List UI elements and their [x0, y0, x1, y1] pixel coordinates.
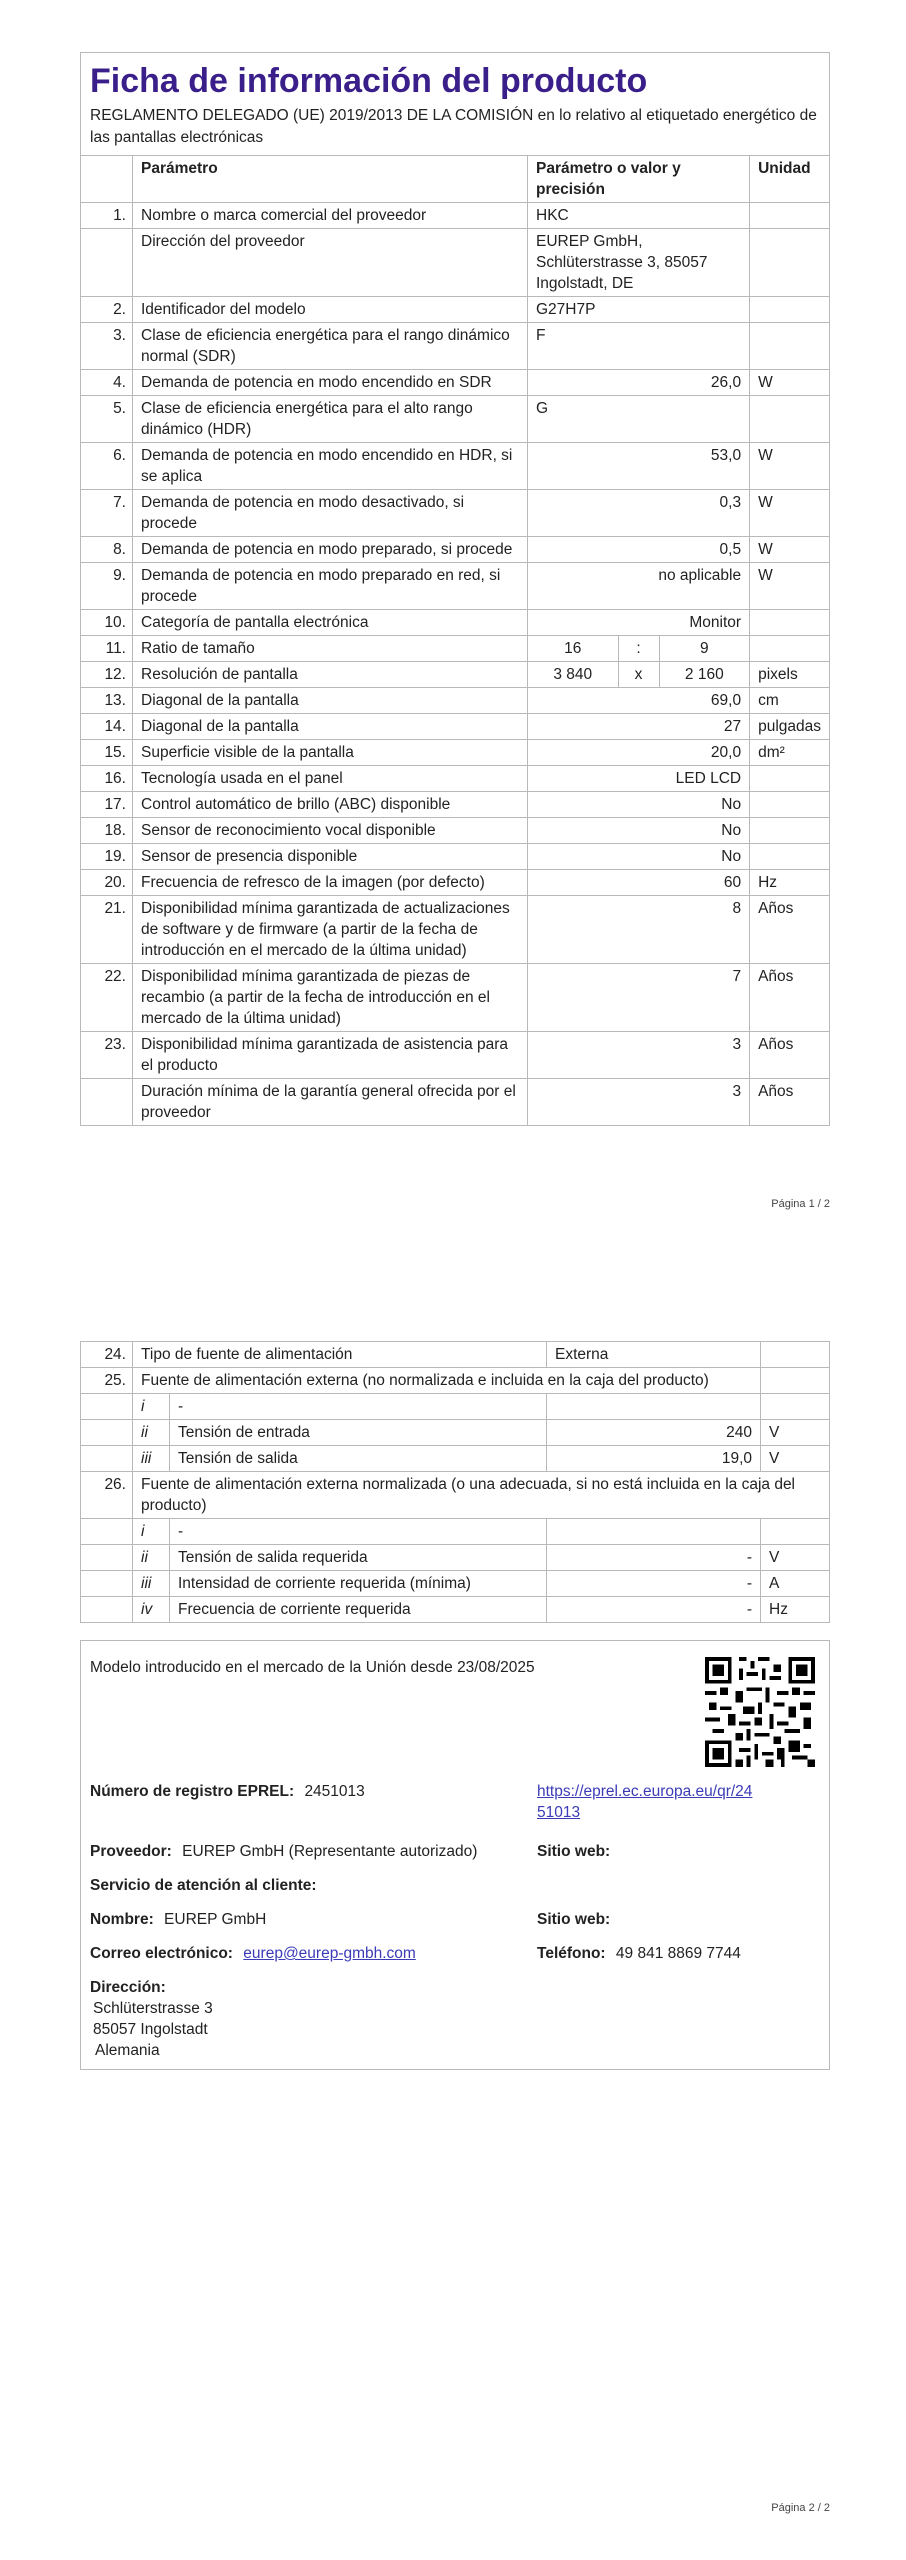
table-row — [81, 1597, 830, 1623]
table-row — [81, 740, 829, 766]
row-param: Demanda de potencia en modo preparado en red, si procede — [133, 563, 528, 610]
table-row — [81, 662, 829, 688]
row-param: Frecuencia de corriente requerida — [170, 1597, 547, 1623]
row-param: Ratio de tamaño — [133, 636, 528, 662]
table-row — [81, 203, 829, 229]
row-num: 10. — [81, 610, 133, 636]
row-unit — [750, 396, 829, 443]
table-row — [81, 714, 829, 740]
row-value: - — [547, 1545, 761, 1571]
row-num: 7. — [81, 490, 133, 537]
row-unit: dm² — [750, 740, 829, 766]
row-param: Resolución de pantalla — [133, 662, 528, 688]
row-value-sep: x — [618, 662, 659, 688]
row-param: Demanda de potencia en modo desactivado, si procede — [133, 490, 528, 537]
row-num: 22. — [81, 964, 133, 1032]
row-param: Diagonal de la pantalla — [133, 714, 528, 740]
table-row — [81, 1545, 830, 1571]
row-value — [547, 1394, 761, 1420]
sub-index: iii — [133, 1571, 170, 1597]
supplier-info-box — [80, 1640, 830, 2070]
row-param: Identificador del modelo — [133, 297, 528, 323]
row-param: Frecuencia de refresco de la imagen (por defecto) — [133, 870, 528, 896]
customer-service-label: Servicio de atención al cliente: — [90, 1877, 317, 1894]
address-label: Dirección: — [90, 1979, 166, 1996]
row-unit — [750, 636, 829, 662]
row-num: 13. — [81, 688, 133, 714]
email-link[interactable]: eurep@eurep-gmbh.com — [243, 1945, 416, 1962]
table-row — [81, 1571, 830, 1597]
row-unit — [761, 1342, 830, 1368]
row-num — [81, 1571, 133, 1597]
table-row — [81, 870, 829, 896]
row-num: 25. — [81, 1368, 133, 1394]
table-row — [81, 297, 829, 323]
row-value: - — [547, 1571, 761, 1597]
row-unit — [750, 297, 829, 323]
row-param: Tensión de salida requerida — [170, 1545, 547, 1571]
row-value: 27 — [528, 714, 750, 740]
row-num — [81, 1420, 133, 1446]
eprel-value: 2451013 — [304, 1783, 365, 1800]
row-value: - — [547, 1597, 761, 1623]
row-num: 16. — [81, 766, 133, 792]
power-supply-table — [80, 1341, 830, 1623]
eprel-link-line2[interactable]: 51013 — [537, 1804, 581, 1821]
row-value — [547, 1519, 761, 1545]
row-unit — [750, 792, 829, 818]
row-unit: W — [750, 537, 829, 563]
row-num: 15. — [81, 740, 133, 766]
row-value-b: 2 160 — [659, 662, 750, 688]
row-value: 0,3 — [528, 490, 750, 537]
email-row — [90, 1943, 416, 1964]
row-unit: V — [761, 1545, 830, 1571]
row-value: G — [528, 396, 750, 443]
row-param: Categoría de pantalla electrónica — [133, 610, 528, 636]
row-value: 3 — [528, 1079, 750, 1126]
row-unit — [750, 323, 829, 370]
row-num: 21. — [81, 896, 133, 964]
row-unit: Hz — [750, 870, 829, 896]
header-num-cell — [81, 156, 133, 203]
table-row — [81, 766, 829, 792]
row-value: 60 — [528, 870, 750, 896]
row-param: Intensidad de corriente requerida (mínima) — [170, 1571, 547, 1597]
table-row — [81, 1368, 830, 1394]
eprel-link-line1[interactable]: https://eprel.ec.europa.eu/qr/24 — [537, 1783, 753, 1800]
row-value: 19,0 — [547, 1446, 761, 1472]
row-unit — [750, 610, 829, 636]
row-value: LED LCD — [528, 766, 750, 792]
address-line-3: Alemania — [95, 2042, 160, 2059]
row-unit: Hz — [761, 1597, 830, 1623]
address-line-1: Schlüterstrasse 3 — [93, 2000, 213, 2017]
sheet-header — [81, 53, 829, 156]
supplier-row — [90, 1841, 477, 1862]
table-row — [81, 688, 829, 714]
row-value: 240 — [547, 1420, 761, 1446]
row-value: Externa — [547, 1342, 761, 1368]
row-value: 69,0 — [528, 688, 750, 714]
row-value: 8 — [528, 896, 750, 964]
page-number-2: Página 2 / 2 — [771, 2502, 830, 2514]
row-value: No — [528, 818, 750, 844]
row-num: 17. — [81, 792, 133, 818]
eprel-label: Número de registro EPREL: — [90, 1783, 295, 1800]
phone-label: Teléfono: — [537, 1945, 606, 1962]
table-row — [81, 896, 829, 964]
row-num: 23. — [81, 1032, 133, 1079]
row-value: no aplicable — [528, 563, 750, 610]
sub-index: i — [133, 1519, 170, 1545]
sub-index: iv — [133, 1597, 170, 1623]
row-num — [81, 1394, 133, 1420]
row-unit: Años — [750, 1032, 829, 1079]
row-unit — [750, 844, 829, 870]
table-row — [81, 844, 829, 870]
row-param: Tecnología usada en el panel — [133, 766, 528, 792]
supplier-label: Proveedor: — [90, 1843, 172, 1860]
website-label: Sitio web: — [537, 1843, 611, 1860]
row-unit: V — [761, 1420, 830, 1446]
row-num: 3. — [81, 323, 133, 370]
row-unit: cm — [750, 688, 829, 714]
header-unit: Unidad — [750, 156, 829, 203]
row-num: 24. — [81, 1342, 133, 1368]
table-row — [81, 443, 829, 490]
eprel-link[interactable] — [537, 1781, 752, 1823]
row-param: Tensión de entrada — [170, 1420, 547, 1446]
row-param: Disponibilidad mínima garantizada de piezas de recambio (a partir de la fecha de introducción en el mercado de la última unidad) — [133, 964, 528, 1032]
address-line-2: 85057 Ingolstadt — [93, 2021, 208, 2038]
row-value: HKC — [528, 203, 750, 229]
row-value-b: 9 — [659, 636, 750, 662]
row-num: 11. — [81, 636, 133, 662]
table-row — [81, 229, 829, 297]
row-num: 26. — [81, 1472, 133, 1519]
row-unit — [750, 229, 829, 297]
row-unit — [761, 1394, 830, 1420]
header-param: Parámetro — [133, 156, 528, 203]
row-value: 20,0 — [528, 740, 750, 766]
row-param: Duración mínima de la garantía general ofrecida por el proveedor — [133, 1079, 528, 1126]
row-value: G27H7P — [528, 297, 750, 323]
row-unit — [761, 1519, 830, 1545]
row-unit: Años — [750, 964, 829, 1032]
supplier-value: EUREP GmbH (Representante autorizado) — [182, 1843, 478, 1860]
row-param: Fuente de alimentación externa normalizada (o una adecuada, si no está incluida en la caja del producto) — [133, 1472, 830, 1519]
sub-index: ii — [133, 1545, 170, 1571]
product-info-sheet — [80, 52, 830, 1126]
row-num — [81, 1079, 133, 1126]
row-value: Monitor — [528, 610, 750, 636]
row-unit — [750, 818, 829, 844]
table-row — [81, 1394, 830, 1420]
name-value: EUREP GmbH — [164, 1911, 267, 1928]
table-row — [81, 396, 829, 443]
row-param: Sensor de presencia disponible — [133, 844, 528, 870]
row-value: No — [528, 844, 750, 870]
row-unit: W — [750, 490, 829, 537]
row-param: Control automático de brillo (ABC) disponible — [133, 792, 528, 818]
table-row — [81, 323, 829, 370]
table-row — [81, 818, 829, 844]
row-value: F — [528, 323, 750, 370]
row-unit: V — [761, 1446, 830, 1472]
row-value: 26,0 — [528, 370, 750, 396]
table-row — [81, 1032, 829, 1079]
row-param: Demanda de potencia en modo encendido en HDR, si se aplica — [133, 443, 528, 490]
row-num — [81, 1597, 133, 1623]
row-num: 8. — [81, 537, 133, 563]
row-value-sep: : — [618, 636, 659, 662]
row-param: Sensor de reconocimiento vocal disponible — [133, 818, 528, 844]
spec-table — [81, 156, 829, 1125]
row-param: Superficie visible de la pantalla — [133, 740, 528, 766]
row-param: Demanda de potencia en modo preparado, si procede — [133, 537, 528, 563]
row-param: Dirección del proveedor — [133, 229, 528, 297]
table-row — [81, 792, 829, 818]
phone-value: 49 841 8869 7744 — [615, 1945, 741, 1962]
row-num: 19. — [81, 844, 133, 870]
qr-code-icon[interactable] — [705, 1657, 815, 1767]
row-num: 2. — [81, 297, 133, 323]
table-header-row — [81, 156, 829, 203]
row-value: 53,0 — [528, 443, 750, 490]
row-num: 1. — [81, 203, 133, 229]
row-unit: W — [750, 443, 829, 490]
page-number-1: Página 1 / 2 — [771, 1198, 830, 1210]
table-row — [81, 490, 829, 537]
row-num: 4. — [81, 370, 133, 396]
row-param: - — [170, 1394, 547, 1420]
table-row — [81, 610, 829, 636]
row-unit: Años — [750, 1079, 829, 1126]
row-param: Demanda de potencia en modo encendido en SDR — [133, 370, 528, 396]
row-num: 5. — [81, 396, 133, 443]
row-param: Fuente de alimentación externa (no normalizada e incluida en la caja del producto) — [133, 1368, 761, 1394]
row-param: Tipo de fuente de alimentación — [133, 1342, 547, 1368]
page-title: Ficha de información del producto — [90, 62, 648, 100]
row-value: 7 — [528, 964, 750, 1032]
table-row — [81, 964, 829, 1032]
name-label: Nombre: — [90, 1911, 154, 1928]
table-row — [81, 636, 829, 662]
row-value: 0,5 — [528, 537, 750, 563]
row-num — [81, 1519, 133, 1545]
table-row — [81, 1472, 830, 1519]
row-value: No — [528, 792, 750, 818]
table-row — [81, 1420, 830, 1446]
row-unit — [750, 203, 829, 229]
eprel-row — [90, 1781, 365, 1802]
sub-index: iii — [133, 1446, 170, 1472]
market-date: Modelo introducido en el mercado de la Unión desde 23/08/2025 — [90, 1659, 535, 1676]
row-num: 6. — [81, 443, 133, 490]
row-unit: pulgadas — [750, 714, 829, 740]
row-param: Clase de eficiencia energética para el rango dinámico normal (SDR) — [133, 323, 528, 370]
row-num — [81, 1545, 133, 1571]
table-row — [81, 1519, 830, 1545]
table-row — [81, 563, 829, 610]
phone-row — [537, 1943, 741, 1964]
row-unit: W — [750, 563, 829, 610]
row-num: 18. — [81, 818, 133, 844]
row-param: Disponibilidad mínima garantizada de asistencia para el producto — [133, 1032, 528, 1079]
row-unit: W — [750, 370, 829, 396]
header-value: Parámetro o valor y precisión — [528, 156, 750, 203]
row-num: 12. — [81, 662, 133, 688]
row-param: Disponibilidad mínima garantizada de actualizaciones de software y de firmware (a partir de la fecha de introducción en el mercado de la última unidad) — [133, 896, 528, 964]
row-param: Clase de eficiencia energética para el alto rango dinámico (HDR) — [133, 396, 528, 443]
table-row — [81, 1342, 830, 1368]
table-row — [81, 1079, 829, 1126]
table-row — [81, 537, 829, 563]
row-unit — [761, 1368, 830, 1394]
table-row — [81, 1446, 830, 1472]
row-unit: pixels — [750, 662, 829, 688]
sub-index: i — [133, 1394, 170, 1420]
sub-index: ii — [133, 1420, 170, 1446]
row-num — [81, 1446, 133, 1472]
row-value: 3 — [528, 1032, 750, 1079]
row-unit: A — [761, 1571, 830, 1597]
website-label-2: Sitio web: — [537, 1911, 611, 1928]
table-row — [81, 370, 829, 396]
row-num — [81, 229, 133, 297]
row-param: Tensión de salida — [170, 1446, 547, 1472]
regulation-subtitle: REGLAMENTO DELEGADO (UE) 2019/2013 DE LA COMISIÓN en lo relativo al etiquetado energético de las pantallas electrónicas — [90, 107, 817, 146]
row-num: 14. — [81, 714, 133, 740]
row-unit — [750, 766, 829, 792]
email-label: Correo electrónico: — [90, 1945, 233, 1962]
row-value-a: 16 — [528, 636, 619, 662]
row-num: 20. — [81, 870, 133, 896]
row-num: 9. — [81, 563, 133, 610]
row-param: - — [170, 1519, 547, 1545]
row-value-a: 3 840 — [528, 662, 619, 688]
row-param: Diagonal de la pantalla — [133, 688, 528, 714]
row-value: EUREP GmbH, Schlüterstrasse 3, 85057 Ingolstadt, DE — [528, 229, 750, 297]
row-unit: Años — [750, 896, 829, 964]
name-row — [90, 1909, 266, 1930]
row-param: Nombre o marca comercial del proveedor — [133, 203, 528, 229]
